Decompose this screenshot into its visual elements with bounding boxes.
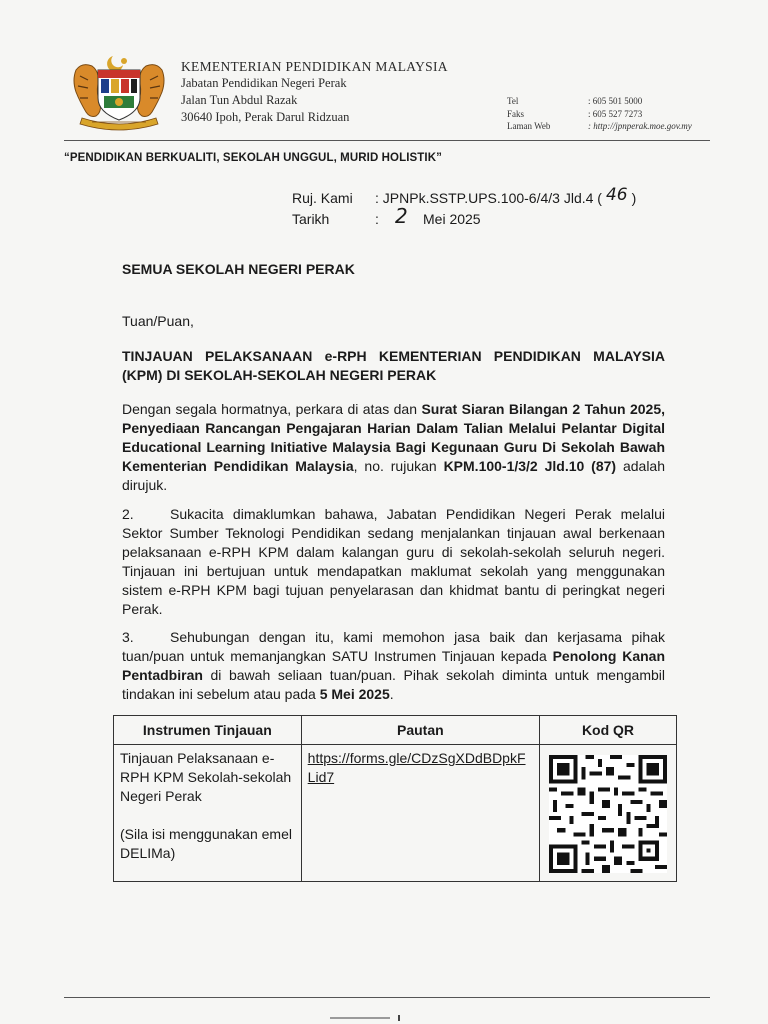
date-handwritten-day: 2	[395, 204, 408, 228]
text-run: Sukacita dimaklumkan bahawa, Jabatan Pendidikan Negeri Perak melalui Sektor Sumber Teknologi Pendidikan sedang menjalankan tinjauan awal berkenaan pelaksanaan e-RPH KPM dalam kalangan guru di sekolah-sekolah seluruh negeri. Tinjauan ini bertujuan untuk mendapatkan maklumat sekolah yang menggunakan sistem e-RPH KPM bagi tujuan penyelarasan dan khidmat bantu di peringkat negeri Perak.	[122, 506, 665, 617]
date-label: Tarikh	[292, 211, 330, 227]
date-colon: :	[375, 211, 379, 227]
motto: “PENDIDIKAN BERKUALITI, SEKOLAH UNGGUL, MURID HOLISTIK”	[64, 152, 442, 164]
address-line: 30640 Ipoh, Perak Darul Ridzuan	[181, 110, 350, 124]
contact-label: Tel	[507, 96, 519, 106]
contact-label: Laman Web	[507, 121, 551, 131]
bold-circular-title: Surat Siaran Bilangan 2 Tahun 2025, Penyediaan Rancangan Pengajaran Harian Dalam Talian Melalui Pelantar Digital Educational Learning Initiative Malaysia Bagi Kegunaan Guru Di Sekolah Bawah Kementerian Pendidikan Malaysia	[122, 401, 665, 474]
ref-handwritten-number: 46	[605, 185, 628, 205]
table-header-row	[114, 716, 677, 745]
subject-heading: TINJAUAN PELAKSANAAN e-RPH KEMENTERIAN PENDIDIKAN MALAYSIA (KPM) DI SEKOLAH-SEKOLAH NEGERI PERAK	[122, 348, 665, 383]
letterhead	[181, 58, 448, 126]
paragraph-1	[122, 400, 665, 495]
qr-cell	[540, 745, 677, 882]
bold-deadline: 5 Mei 2025	[319, 686, 390, 702]
text-run: Dengan segala hormatnya, perkara di atas dan	[122, 401, 422, 417]
paragraph-number: 2.	[122, 506, 134, 522]
phone-number: : 605 501 5000	[588, 96, 643, 106]
footer-stamp-icon	[330, 1015, 410, 1021]
text-run: Sehubungan dengan itu, kami memohon jasa baik dan kerjasama pihak tuan/puan untuk memanjangkan SATU Instrumen Tinjauan kepada	[122, 629, 665, 664]
salutation: Tuan/Puan,	[122, 313, 194, 329]
text-run: di bawah seliaan tuan/puan. Pihak sekolah diminta untuk mengambil tindakan ini sebelum atau pada	[122, 667, 665, 702]
bold-reference: KPM.100-1/3/2 Jld.10 (87)	[443, 458, 617, 474]
instrument-cell	[114, 745, 302, 882]
coat-of-arms-icon	[68, 52, 170, 132]
ministry-name: KEMENTERIAN PENDIDIKAN MALAYSIA	[181, 59, 448, 74]
instrument-name: Tinjauan Pelaksanaan e-RPH KPM Sekolah-sekolah Negeri Perak	[120, 750, 292, 804]
column-header: Instrumen Tinjauan	[114, 716, 302, 745]
ref-close: )	[631, 190, 637, 206]
header-divider	[64, 140, 710, 141]
footer-divider	[64, 997, 710, 998]
paragraph-3	[122, 628, 665, 704]
recipient: SEMUA SEKOLAH NEGERI PERAK	[122, 261, 355, 277]
ref-value: : JPNPk.SSTP.UPS.100-6/4/3 Jld.4 (	[375, 190, 602, 206]
instrument-note: (Sila isi menggunakan emel DELIMa)	[120, 826, 292, 861]
reference-block	[292, 185, 637, 230]
survey-link[interactable]: https://forms.gle/CDzSgXDdBDpkFLid7	[307, 750, 526, 785]
fax-number: : 605 527 7273	[588, 108, 643, 119]
date-value: Mei 2025	[423, 211, 481, 227]
bold-role: Penolong Kanan Pentadbiran	[122, 648, 665, 683]
survey-table	[113, 715, 677, 882]
ref-label: Ruj. Kami	[292, 190, 353, 206]
address-line: Jabatan Pendidikan Negeri Perak	[181, 76, 347, 90]
contact-block	[507, 95, 692, 133]
paragraph-2	[122, 505, 665, 619]
website-link[interactable]: : http://jpnperak.moe.gov.my	[588, 121, 692, 131]
qr-code-icon[interactable]	[549, 755, 667, 873]
text-run: , no. rujukan	[353, 458, 444, 474]
table-row	[114, 745, 677, 882]
text-run: adalah dirujuk.	[122, 458, 666, 493]
paragraph-number: 3.	[122, 629, 134, 645]
column-header: Kod QR	[540, 716, 677, 745]
column-header: Pautan	[301, 716, 539, 745]
text-run: .	[389, 686, 394, 702]
link-cell	[301, 745, 539, 882]
contact-label: Faks	[507, 108, 525, 119]
address-line: Jalan Tun Abdul Razak	[181, 93, 298, 107]
